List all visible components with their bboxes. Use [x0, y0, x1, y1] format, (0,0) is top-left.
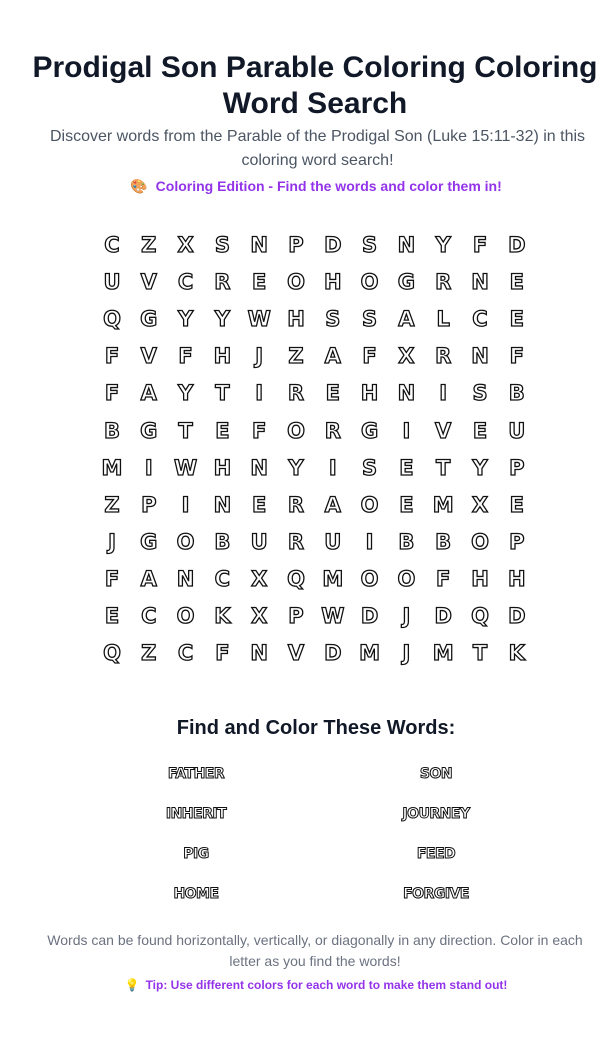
grid-row: [94, 523, 534, 561]
grid-cell[interactable]: R: [435, 270, 452, 295]
grid-cell[interactable]: D: [324, 641, 342, 666]
grid-cell[interactable]: Y: [288, 455, 304, 480]
grid-cell[interactable]: F: [362, 344, 377, 369]
grid-cell[interactable]: Z: [288, 344, 304, 369]
lightbulb-icon: 💡: [124, 978, 140, 992]
grid-row: [94, 560, 534, 598]
grid-cell[interactable]: N: [250, 641, 268, 666]
grid-cell[interactable]: I: [255, 381, 264, 406]
grid-cell[interactable]: F: [509, 344, 524, 369]
edition-text: Coloring Edition - Find the words and color them in!: [155, 178, 502, 194]
grid-cell[interactable]: O: [471, 529, 489, 554]
grid-row: [94, 597, 534, 635]
grid-cell[interactable]: U: [250, 529, 268, 554]
word-list-heading: Find and Color These Words:: [176, 717, 456, 739]
grid-cell[interactable]: N: [176, 566, 195, 591]
edition-banner: [0, 178, 600, 195]
grid-cell[interactable]: F: [104, 344, 120, 369]
grid-cell[interactable]: J: [402, 641, 411, 666]
grid-cell[interactable]: P: [509, 529, 525, 554]
grid-cell[interactable]: L: [436, 307, 450, 332]
grid-cell[interactable]: S: [472, 381, 488, 406]
grid-cell[interactable]: U: [508, 418, 526, 443]
grid-cell[interactable]: N: [250, 233, 268, 257]
grid-cell[interactable]: T: [472, 641, 488, 666]
grid-cell[interactable]: A: [398, 307, 415, 332]
grid-cell[interactable]: X: [177, 233, 194, 257]
grid-cell[interactable]: Q: [103, 641, 121, 666]
grid-cell[interactable]: B: [214, 529, 231, 554]
tip-text: Tip: Use different colors for each word to make them stand out!: [145, 978, 508, 992]
grid-cell[interactable]: M: [432, 641, 454, 666]
grid-cell[interactable]: W: [247, 307, 271, 332]
grid-row: [94, 486, 534, 524]
grid-cell[interactable]: B: [398, 529, 415, 554]
grid-cell[interactable]: R: [287, 492, 305, 517]
grid-cell[interactable]: N: [471, 344, 489, 369]
grid-cell[interactable]: A: [324, 492, 341, 517]
grid-cell[interactable]: C: [177, 641, 194, 666]
grid-cell[interactable]: B: [508, 381, 525, 406]
grid-cell[interactable]: H: [471, 566, 489, 591]
grid-cell[interactable]: I: [439, 381, 448, 406]
grid-cell[interactable]: W: [174, 455, 198, 480]
grid-cell[interactable]: M: [322, 566, 344, 591]
grid-row: [94, 263, 534, 301]
grid-cell[interactable]: G: [140, 418, 158, 443]
grid-cell[interactable]: E: [252, 270, 267, 295]
grid-cell[interactable]: Q: [287, 566, 305, 591]
grid-cell[interactable]: N: [213, 492, 232, 517]
grid-cell[interactable]: T: [215, 381, 230, 406]
grid-cell[interactable]: E: [509, 307, 524, 332]
grid-cell[interactable]: E: [509, 270, 524, 295]
instructions-text: Words can be found horizontally, vertically, or diagonally in any direction. Color in each letter as you find the words!: [47, 932, 583, 969]
grid-cell[interactable]: R: [435, 344, 452, 369]
word-list-item: FEED: [416, 846, 456, 862]
grid-cell[interactable]: I: [328, 455, 337, 480]
grid-cell[interactable]: H: [287, 307, 305, 332]
grid-cell[interactable]: D: [324, 233, 342, 257]
grid-cell[interactable]: S: [362, 307, 378, 332]
grid-cell[interactable]: F: [252, 418, 267, 443]
grid-cell[interactable]: B: [435, 529, 452, 554]
grid-cell[interactable]: C: [141, 604, 157, 628]
grid-cell[interactable]: J: [402, 604, 411, 628]
grid-cell[interactable]: J: [255, 344, 264, 369]
grid-cell[interactable]: S: [362, 455, 378, 480]
grid-cell[interactable]: H: [213, 344, 232, 369]
grid-cell[interactable]: X: [251, 604, 268, 628]
grid-cell[interactable]: C: [214, 566, 231, 591]
grid-cell[interactable]: Y: [177, 307, 194, 332]
grid-cell[interactable]: G: [140, 307, 158, 332]
grid-cell[interactable]: G: [360, 418, 379, 443]
grid-cell[interactable]: E: [104, 604, 120, 628]
grid-cell[interactable]: U: [324, 529, 342, 554]
grid-cell[interactable]: P: [288, 604, 304, 628]
grid-cell[interactable]: Y: [435, 233, 451, 257]
word-list-item: FATHER: [167, 766, 225, 782]
grid-row: [94, 226, 534, 264]
grid-cell[interactable]: E: [252, 492, 267, 517]
word-list-item: PIG: [183, 846, 209, 862]
grid-cell[interactable]: B: [103, 418, 120, 443]
grid-row: [94, 374, 534, 412]
grid-cell[interactable]: H: [324, 270, 342, 295]
grid-cell[interactable]: R: [324, 418, 341, 443]
grid-cell[interactable]: D: [508, 604, 526, 628]
grid-cell[interactable]: H: [508, 566, 526, 591]
grid-row: [94, 412, 534, 450]
grid-cell[interactable]: X: [251, 566, 268, 591]
grid-cell[interactable]: G: [140, 529, 158, 554]
grid-cell[interactable]: Y: [472, 455, 488, 480]
grid-cell[interactable]: S: [325, 307, 341, 332]
grid-cell[interactable]: T: [436, 455, 451, 480]
grid-row: [94, 337, 534, 375]
grid-cell[interactable]: V: [435, 418, 452, 443]
grid-cell[interactable]: F: [472, 233, 488, 257]
grid-cell[interactable]: O: [176, 604, 195, 628]
grid-cell[interactable]: U: [103, 270, 121, 295]
grid-cell[interactable]: X: [471, 492, 489, 517]
grid-cell[interactable]: V: [140, 344, 157, 369]
grid-cell[interactable]: Y: [177, 381, 194, 406]
grid-cell[interactable]: R: [287, 381, 305, 406]
grid-cell[interactable]: A: [140, 566, 157, 591]
grid-cell[interactable]: A: [140, 381, 157, 406]
grid-cell[interactable]: V: [140, 270, 157, 295]
word-list-item: FORGIVE: [403, 886, 469, 902]
tip-line: [0, 978, 600, 992]
grid-cell[interactable]: R: [214, 270, 231, 295]
grid-cell[interactable]: V: [287, 641, 305, 666]
grid-cell[interactable]: E: [325, 381, 340, 406]
grid-cell[interactable]: O: [287, 270, 305, 295]
grid-cell[interactable]: O: [287, 418, 305, 443]
word-list-item: JOURNEY: [402, 806, 470, 822]
grid-cell[interactable]: O: [397, 566, 416, 591]
page-subtitle: Discover words from the Parable of the Prodigal Son (Luke 15:11-32) in this coloring word search!: [49, 128, 586, 169]
grid-cell[interactable]: Z: [141, 233, 157, 257]
grid-cell[interactable]: Y: [214, 307, 230, 332]
grid-cell[interactable]: Q: [471, 604, 489, 628]
grid-row: [94, 300, 534, 338]
grid-cell[interactable]: O: [176, 529, 195, 554]
grid-cell[interactable]: N: [471, 270, 489, 295]
page-title: Prodigal Son Parable Coloring Coloring Word Search: [32, 51, 598, 120]
word-list-item: INHERIT: [165, 806, 227, 822]
grid-cell[interactable]: Z: [141, 641, 157, 666]
grid-row: [94, 634, 534, 672]
grid-cell[interactable]: W: [321, 604, 345, 628]
grid-cell[interactable]: D: [360, 604, 379, 628]
grid-cell[interactable]: E: [472, 418, 488, 443]
grid-cell[interactable]: E: [215, 418, 230, 443]
grid-cell[interactable]: N: [250, 455, 268, 480]
palette-icon: 🎨: [130, 178, 148, 194]
grid-cell[interactable]: Q: [103, 307, 121, 332]
grid-cell[interactable]: E: [399, 455, 414, 480]
grid-cell[interactable]: A: [324, 344, 341, 369]
grid-cell[interactable]: S: [362, 233, 378, 257]
grid-cell[interactable]: E: [399, 492, 414, 517]
grid-cell[interactable]: E: [509, 492, 524, 517]
grid-cell[interactable]: F: [178, 344, 193, 369]
grid-cell[interactable]: C: [177, 270, 194, 295]
grid-cell[interactable]: O: [360, 270, 379, 295]
grid-cell[interactable]: F: [104, 566, 120, 591]
grid-cell[interactable]: K: [214, 604, 231, 628]
grid-row: [94, 449, 534, 487]
grid-cell[interactable]: F: [215, 641, 230, 666]
grid-cell[interactable]: C: [472, 307, 488, 332]
grid-cell[interactable]: Z: [104, 492, 120, 517]
grid-cell[interactable]: I: [181, 492, 190, 517]
grid-cell[interactable]: H: [213, 455, 232, 480]
grid-cell[interactable]: D: [508, 233, 526, 257]
grid-cell[interactable]: I: [144, 455, 153, 480]
grid-cell[interactable]: F: [436, 566, 451, 591]
grid-cell[interactable]: I: [402, 418, 411, 443]
grid-cell[interactable]: F: [104, 381, 120, 406]
grid-cell[interactable]: S: [214, 233, 230, 257]
grid-cell[interactable]: P: [288, 233, 304, 257]
grid-cell[interactable]: I: [365, 529, 374, 554]
word-list-item: SON: [419, 766, 453, 782]
grid-cell[interactable]: K: [508, 641, 525, 666]
grid-cell[interactable]: N: [397, 233, 416, 257]
grid-cell[interactable]: O: [360, 566, 379, 591]
grid-cell[interactable]: R: [287, 529, 305, 554]
grid-cell[interactable]: M: [432, 492, 454, 517]
grid-cell[interactable]: N: [397, 381, 416, 406]
grid-cell[interactable]: G: [397, 270, 416, 295]
grid-cell[interactable]: X: [398, 344, 415, 369]
grid-cell[interactable]: P: [141, 492, 157, 517]
grid-cell[interactable]: D: [434, 604, 452, 628]
grid-cell[interactable]: O: [360, 492, 379, 517]
grid-cell[interactable]: C: [104, 233, 120, 257]
grid-cell[interactable]: J: [108, 529, 116, 554]
grid-cell[interactable]: P: [509, 455, 525, 480]
grid-cell[interactable]: M: [359, 641, 381, 666]
word-list-item: HOME: [173, 886, 219, 902]
grid-cell[interactable]: T: [178, 418, 193, 443]
grid-cell[interactable]: M: [101, 455, 123, 480]
grid-cell[interactable]: H: [360, 381, 379, 406]
